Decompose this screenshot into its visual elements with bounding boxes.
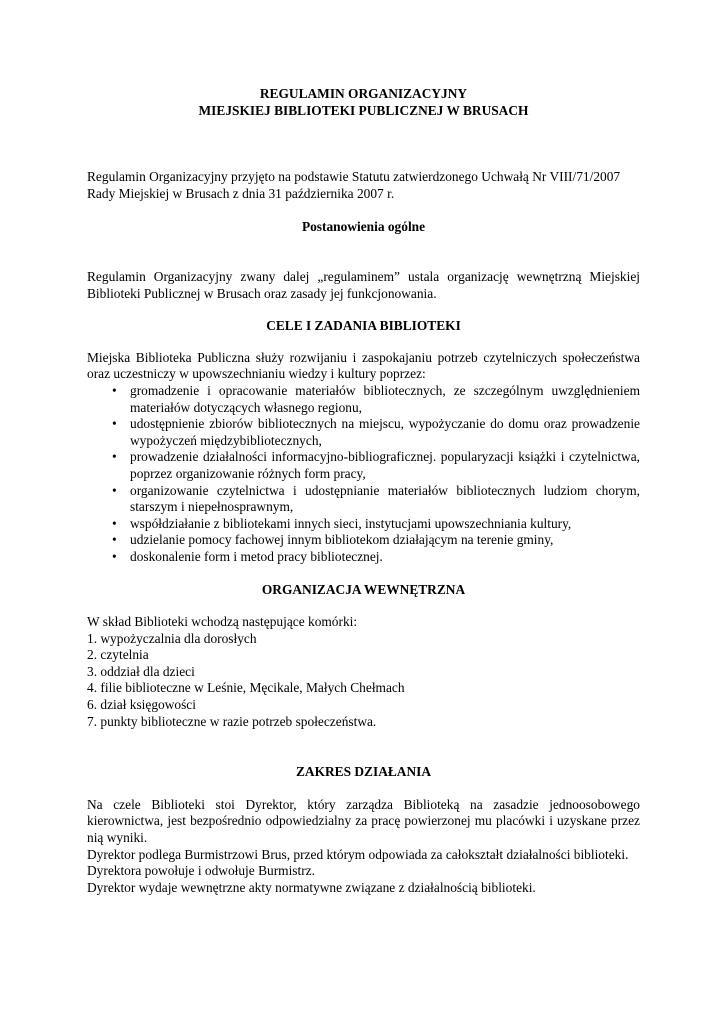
list-item-text: współdziałanie z bibliotekami innych sieci, instytucjami upowszechniania kultury, bbox=[130, 515, 572, 531]
organization-heading: ORGANIZACJA WEWNĘTRZNA bbox=[261, 582, 466, 598]
list-item: 2. czytelnia bbox=[87, 647, 149, 663]
goals-list bbox=[87, 383, 640, 566]
list-item: 6. dział księgowości bbox=[87, 697, 196, 713]
bullet-icon: • bbox=[112, 482, 117, 498]
scope-heading: ZAKRES DZIAŁANIA bbox=[295, 764, 432, 780]
bullet-icon: • bbox=[112, 449, 117, 465]
list-item bbox=[87, 416, 640, 449]
intro-paragraph: Regulamin Organizacyjny przyjęto na podstawie Statutu zatwierdzonego Uchwałą Nr VIII/71/2007 Rady Miejskiej w Brusach z dnia 31 października 2007 r. bbox=[87, 169, 621, 201]
scope-paragraph-3: Dyrektora powołuje i odwołuje Burmistrz. bbox=[87, 863, 315, 879]
list-item bbox=[87, 532, 640, 549]
list-item bbox=[87, 549, 640, 566]
organization-list bbox=[87, 631, 640, 731]
list-item-text: gromadzenie i opracowanie materiałów bibliotecznych, ze szczególnym uwzględnieniem materiałów dotyczących własnego regionu, bbox=[130, 382, 640, 415]
list-item-text: udostępnienie zbiorów bibliotecznych na miejscu, wypożyczanie do domu oraz prowadzenie wypożyczeń międzybibliotecznych, bbox=[130, 416, 640, 448]
bullet-icon: • bbox=[112, 532, 117, 548]
list-item: 1. wypożyczalnia dla dorosłych bbox=[87, 630, 257, 646]
scope-paragraph-4: Dyrektor wydaje wewnętrzne akty normatywne związane z działalnością biblioteki. bbox=[87, 879, 536, 895]
list-item-text: prowadzenie działalności informacyjno-bibliograficznej. popularyzacji książki i czytelnictwa, poprzez organizowanie różnych form pracy, bbox=[130, 449, 640, 481]
general-heading: Postanowienia ogólne bbox=[301, 219, 426, 235]
goals-paragraph: Miejska Biblioteka Publiczna służy rozwijaniu i zaspokajaniu potrzeb czytelniczych społeczeństwa oraz uczestniczy w upowszechnianiu wiedzy i kultury poprzez: bbox=[87, 349, 640, 382]
bullet-icon: • bbox=[112, 382, 117, 398]
title-line-1: REGULAMIN ORGANIZACYJNY bbox=[259, 86, 468, 101]
list-item bbox=[87, 483, 640, 516]
general-paragraph: Regulamin Organizacyjny zwany dalej „regulaminem” ustala organizację wewnętrzną Miejskiej Biblioteki Publicznej w Brusach oraz zasady jej funkcjonowania. bbox=[87, 268, 640, 301]
document-title bbox=[87, 86, 640, 119]
scope-paragraph-1: Na czele Biblioteki stoi Dyrektor, który zarządza Biblioteką na zasadzie jednoosobowego kierownictwa, jest bezpośrednio odpowiedzialny za pracę powierzonej mu placówki i uzyskane przez nią wyniki. bbox=[87, 796, 640, 845]
bullet-icon: • bbox=[112, 548, 117, 564]
bullet-icon: • bbox=[112, 416, 117, 432]
document-page bbox=[87, 86, 640, 896]
list-item-text: organizowanie czytelnictwa i udostępnianie materiałów bibliotecznych ludziom chorym, starszym i niepełnosprawnym, bbox=[130, 482, 640, 515]
bullet-icon: • bbox=[112, 515, 117, 531]
title-line-2: MIEJSKIEJ BIBLIOTEKI PUBLICZNEJ W BRUSACH bbox=[198, 102, 529, 118]
list-item-text: udzielanie pomocy fachowej innym bibliotekom działającym na terenie gminy, bbox=[130, 532, 554, 548]
list-item: 4. filie biblioteczne w Leśnie, Męcikale, Małych Chełmach bbox=[87, 680, 405, 696]
list-item: 3. oddział dla dzieci bbox=[87, 663, 195, 679]
list-item: 7. punkty biblioteczne w razie potrzeb społeczeństwa. bbox=[87, 713, 377, 729]
list-item bbox=[87, 449, 640, 482]
list-item bbox=[87, 383, 640, 416]
goals-heading: CELE I ZADANIA BIBLIOTEKI bbox=[266, 318, 461, 334]
organization-paragraph: W skład Biblioteki wchodzą następujące komórki: bbox=[87, 614, 358, 630]
list-item bbox=[87, 516, 640, 533]
scope-paragraph-2: Dyrektor podlega Burmistrzowi Brus, przed którym odpowiada za całokształt działalności biblioteki. bbox=[87, 846, 629, 862]
list-item-text: doskonalenie form i metod pracy bibliotecznej. bbox=[130, 548, 383, 564]
